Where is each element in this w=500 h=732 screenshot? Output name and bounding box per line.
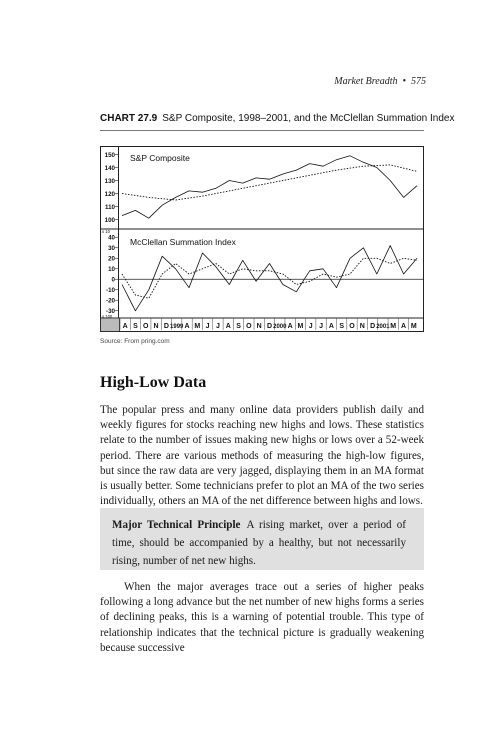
y-tick-label: 30 [108,245,115,253]
y-tick-label: -30 [106,308,115,316]
principle-label: Major Technical Principle [112,519,241,531]
x-tick-label: A [225,323,231,330]
x-tick-label: D [370,323,376,330]
caption-rule [100,130,424,131]
body-paragraph-1: The popular press and many online data providers publish daily and weekly figures for stocks reaching new highs and lows. These statistics relate to the number of issues making new highs or lows over a 52-week period. There are various methods of measuring the high-low figures, but since the raw data are very jagged, displaying them in an MA format is usually better. Some technicians prefer to plot an MA of the two series individually, others an MA of the net difference between highs and lows. [100,404,424,508]
x-tick-label: S [133,323,138,330]
y-tick-label: 120 [104,190,115,198]
y-tick-label: -20 [106,297,115,305]
chart [100,146,424,332]
x-tick-label: M [410,323,417,330]
y-multiplier-label: x 10 [102,229,110,234]
x-tick-label: A [401,323,407,330]
x-tick-label: D [266,323,273,330]
y-tick-label: 130 [104,177,115,185]
x-tick-label: J [308,323,313,330]
x-tick-label: D [163,323,169,330]
x-tick-label: M [390,323,397,330]
running-head-title: Market Breadth [334,76,398,87]
x-tick-label: S [339,323,345,330]
y-tick-label: 20 [108,255,115,263]
x-tick-label: O [246,323,252,330]
y-tick-label: 40 [108,234,115,242]
page-number: 575 [411,76,426,87]
x-tick-label: N [153,323,159,330]
x-tick-label: A [184,323,190,330]
body-paragraph-2: When the major averages trace out a series of higher peaks following a long advance but the net number of new highs forms a series of declining peaks, this is a warning of potential trouble. This type of relationship indicates that the technical picture is gradually weakening because successive [100,581,424,654]
panel-title: S&P Composite [130,153,190,163]
chart-label: CHART 27.9 [100,113,158,124]
x-axis-corner-block [101,318,120,332]
chart-title: S&P Composite, 1998–2001, and the McClellan Summation Index [162,113,455,124]
y-tick-label: 100 [104,216,115,224]
x-tick-label: N [256,323,262,330]
chart-svg [100,146,424,332]
running-head [334,76,426,87]
x-tick-label: A [287,323,293,330]
x-tick-label: 2000 [273,324,287,330]
y-tick-label: 150 [104,151,115,159]
y-tick-label: -10 [106,287,115,295]
x-tick-label: M [297,323,304,330]
x-tick-label: O [349,323,355,330]
y-tick-label: 10 [108,266,115,274]
running-head-bullet: • [402,76,406,87]
y-tick-label: 0 [111,276,115,284]
y-tick-label: 140 [104,164,115,172]
section-heading: High-Low Data [100,374,207,391]
x-tick-label: M [194,323,201,330]
principle-body: A rising market, over a period of time, should be accompanied by a healthy, but not necessarily rising, number of net new highs. [112,519,406,567]
chart-caption [100,113,454,124]
source-note: Source: From pring.com [100,338,170,345]
panel-title: McClellan Summation Index [130,237,236,247]
y-multiplier-label: x 100 [102,314,113,319]
principle-box [100,508,424,570]
x-tick-label: N [359,323,365,330]
y-tick-label: 110 [105,203,115,211]
x-tick-label: O [143,323,149,330]
x-tick-label: J [319,323,324,330]
x-tick-label: J [205,323,210,330]
x-tick-label: 1999 [170,324,184,330]
x-tick-label: A [328,323,334,330]
x-tick-label: J [215,323,220,330]
x-tick-label: A [122,323,128,330]
x-tick-label: S [236,323,241,330]
x-tick-label: 2001 [376,324,390,330]
principle-text [112,516,406,570]
